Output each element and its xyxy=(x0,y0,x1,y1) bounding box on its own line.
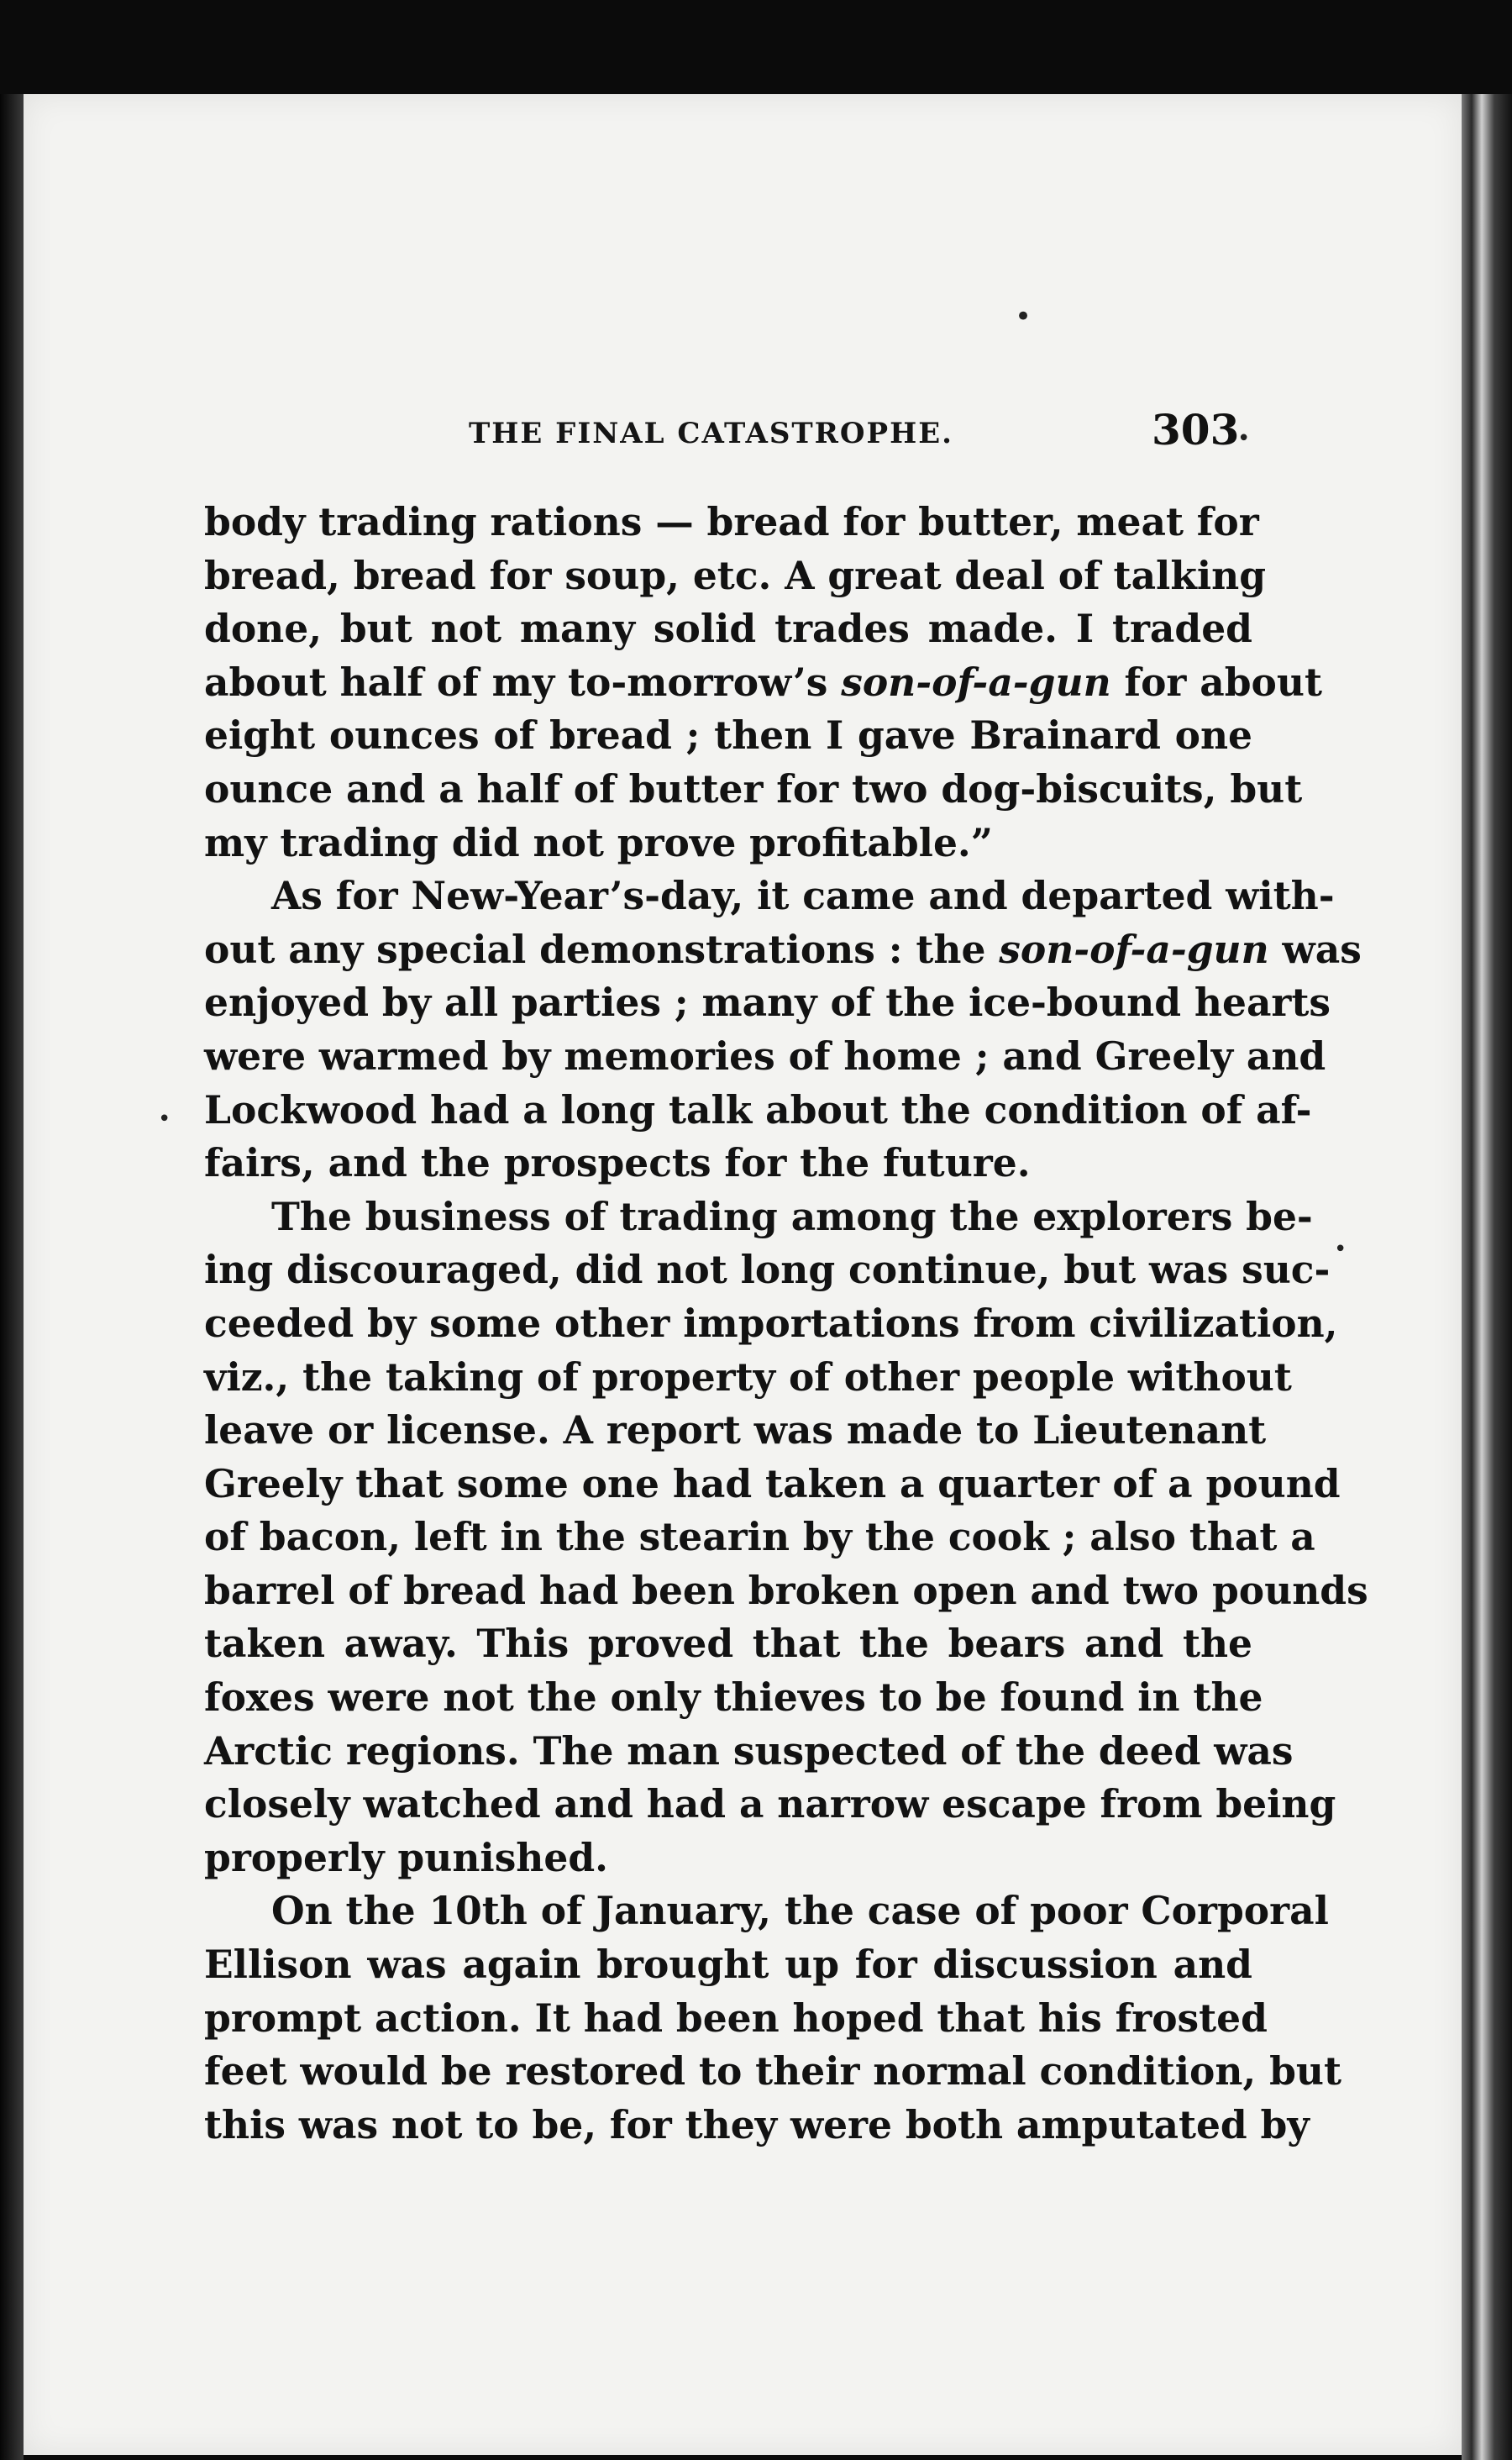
text-run: out any special demonstrations : the xyxy=(204,926,1000,972)
text-run: fairs, and the prospects for the future. xyxy=(204,1140,1031,1186)
text-line xyxy=(204,1030,1326,1084)
text-line xyxy=(204,549,1267,603)
text-line xyxy=(204,1992,1268,2046)
text-run: done, but not many solid trades made. I traded xyxy=(204,606,1252,652)
text-run: for about xyxy=(1110,659,1322,705)
text-line xyxy=(204,817,1252,870)
text-run: Arctic regions. The man suspected of the deed was xyxy=(204,1727,1294,1774)
paragraph xyxy=(204,1191,1368,1885)
text-run: As for New-Year’s-day, it came and departed with- xyxy=(271,873,1335,919)
text-line xyxy=(204,1191,1313,1244)
page-number: 303 xyxy=(1152,405,1240,455)
paragraph xyxy=(204,870,1362,1191)
text-line xyxy=(204,1243,1331,1297)
text-run: of bacon, left in the stearin by the cook ; also that a xyxy=(204,1514,1315,1560)
text-run: viz., the taking of property of other people without xyxy=(204,1354,1292,1400)
text-line xyxy=(204,709,1252,763)
text-line xyxy=(204,1137,1252,1191)
book-page xyxy=(24,94,1462,2455)
text-run: my trading did not prove profitable.” xyxy=(204,819,993,865)
text-line xyxy=(204,1884,1329,1938)
text-run: ounce and a half of butter for two dog-biscuits, but xyxy=(204,765,1303,812)
text-run: closely watched and had a narrow escape from being xyxy=(204,1781,1336,1827)
text-line xyxy=(204,870,1335,923)
text-line xyxy=(204,1458,1341,1511)
text-run: ing discouraged, did not long continue, but was suc- xyxy=(204,1247,1331,1293)
text-run: Lockwood had a long talk about the condition of af- xyxy=(204,1086,1312,1133)
italic-phrase: son-of-a-gun xyxy=(999,926,1269,972)
text-run: were warmed by memories of home ; and Greely and xyxy=(204,1033,1326,1079)
text-run: properly punished. xyxy=(204,1834,608,1880)
text-run: bread, bread for soup, etc. A great deal of talking xyxy=(204,552,1267,598)
text-run: this was not to be, for they were both amputated by xyxy=(204,2101,1310,2147)
text-line xyxy=(204,1351,1292,1405)
text-run: enjoyed by all parties ; many of the ice-bound hearts xyxy=(204,980,1331,1026)
text-run: about half of my to-morrow’s xyxy=(204,659,842,705)
book-spine-shadow xyxy=(0,94,24,2460)
text-line xyxy=(204,1617,1252,1671)
text-line xyxy=(204,1671,1263,1725)
text-run: leave or license. A report was made to Lieutenant xyxy=(204,1407,1267,1453)
text-line xyxy=(204,1084,1312,1138)
text-line xyxy=(204,1297,1338,1351)
ink-mark: • xyxy=(1237,426,1251,451)
text-line xyxy=(204,976,1331,1030)
text-line xyxy=(204,2099,1310,2152)
text-line xyxy=(204,923,1362,977)
text-line xyxy=(204,1938,1252,1992)
ink-mark: • xyxy=(158,1106,171,1132)
text-run: feet would be restored to their normal condition, but xyxy=(204,2048,1342,2095)
text-run: prompt action. It had been hoped that his frosted xyxy=(204,1995,1268,2041)
text-line xyxy=(204,763,1303,817)
text-line xyxy=(204,1404,1267,1458)
running-head: THE FINAL CATASTROPHE. xyxy=(469,417,953,450)
italic-phrase: son-of-a-gun xyxy=(841,659,1111,705)
text-run: foxes were not the only thieves to be found in the xyxy=(204,1674,1263,1721)
text-run: Ellison was again brought up for discussion and xyxy=(204,1942,1252,1988)
text-run: barrel of bread had been broken open and two pounds xyxy=(204,1567,1368,1613)
text-run: The business of trading among the explorers be- xyxy=(271,1193,1313,1239)
paragraph xyxy=(204,1884,1342,2152)
text-run: eight ounces of bread ; then I gave Brainard one xyxy=(204,712,1252,759)
text-line xyxy=(204,1778,1336,1832)
text-line xyxy=(204,1832,1252,1885)
text-line xyxy=(204,1725,1294,1779)
text-run: taken away. This proved that the bears and the xyxy=(204,1621,1252,1667)
ink-mark: • xyxy=(1015,300,1032,334)
text-run: Greely that some one had taken a quarter of a pound xyxy=(204,1460,1341,1506)
text-line xyxy=(204,1511,1315,1564)
body-text xyxy=(204,496,1368,2152)
page-fore-edge xyxy=(1462,94,1512,2460)
text-run: On the 10th of January, the case of poor Corporal xyxy=(271,1888,1329,1934)
text-run: body trading rations — bread for butter, meat for xyxy=(204,499,1259,544)
text-run: ceeded by some other importations from civilization, xyxy=(204,1300,1338,1346)
text-line xyxy=(204,656,1322,710)
text-line xyxy=(204,496,1259,549)
text-run: was xyxy=(1268,926,1362,972)
paragraph xyxy=(204,496,1322,870)
ink-mark: • xyxy=(1334,1237,1347,1262)
text-line xyxy=(204,1564,1368,1618)
text-line xyxy=(204,602,1252,656)
text-line xyxy=(204,2045,1342,2099)
